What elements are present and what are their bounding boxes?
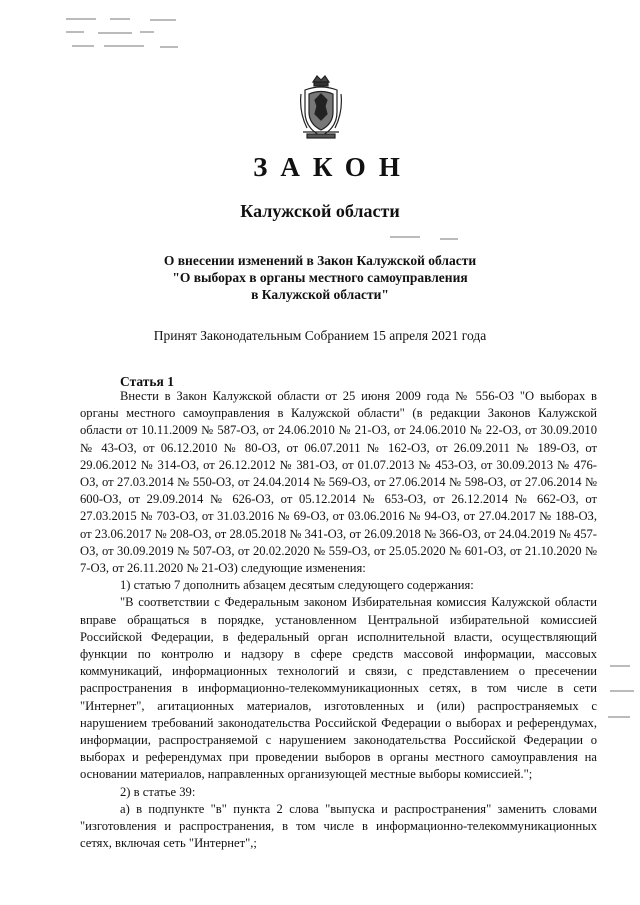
region-name: Калужской области — [240, 201, 400, 221]
amendment-item-2a: а) в подпункте "в" пункта 2 слова "выпуска и распространения" заменить словами "изготовления и распространения, в том числе в информационно-телекоммуникационных сетях, включая сеть "Интернет",; — [80, 801, 597, 851]
article-intro: Внести в Закон Калужской области от 25 июня 2009 года № 556-ОЗ "О выборах в органы местного самоуправления в Калужской области" (в редакции Законов Калужской области от 10.11.2009 № 587-ОЗ, от 24.06.2010 № 21-ОЗ, от 24.06.2010 № 22-ОЗ, от 30.09.2010 № 43-ОЗ, от 06.12.2010 № 80-ОЗ, от 06.07.2011 № 162-ОЗ, от 26.09.2011 № 189-ОЗ, от 29.06.2012 № 314-ОЗ, от 26.12.2012 № 381-ОЗ, от 01.07.2013 № 453-ОЗ, от 30.09.2013 № 476-ОЗ, от 27.03.2014 № 550-ОЗ, от 24.04.2014 № 569-ОЗ, от 27.06.2014 № 598-ОЗ, от 27.06.2014 № 600-ОЗ, от 29.09.2014 № 626-ОЗ, от 05.12.2014 № 653-ОЗ, от 26.12.2014 № 662-ОЗ, от 27.03.2015 № 703-ОЗ, от 31.03.2016 № 69-ОЗ, от 03.06.2016 № 94-ОЗ, от 27.04.2017 № 188-ОЗ, от 23.06.2017 № 208-ОЗ, от 28.05.2018 № 341-ОЗ, от 26.09.2018 № 366-ОЗ, от 24.04.2019 № 457-ОЗ, от 30.09.2019 № 507-ОЗ, от 20.02.2020 № 559-ОЗ, от 25.05.2020 № 601-ОЗ, от 21.10.2020 № 7-ОЗ, от 26.11.2020 № 21-ОЗ) следующие изменения: — [80, 389, 597, 576]
amendment-item-1: 1) статью 7 дополнить абзацем десятым следующего содержания: — [120, 578, 474, 593]
law-subject — [0, 252, 640, 303]
amendment-item-2: 2) в статье 39: — [120, 784, 196, 799]
amendment-quote: "В соответствии с Федеральным законом Избирательная комиссия Калужской области вправе обращаться в порядке, установленном Центральной избирательной комиссией Российской Федерации, в федеральный орган исполнительной власти, осуществляющий функции по контролю и надзору в сфере средств массовой информации, массовых коммуникаций, информационных технологий и связи, с представлением о пресечении распространения в информационно-телекоммуникационных сетях, в том числе в сети "Интернет", агитационных материалов, изготовленных и (или) распространяемых с нарушением требований законодательства Российской Федерации о выборах и референдумах, информации, распространяемой с нарушением законодательства Российской Федерации о выборах и референдумах при проведении выборов в органы местного самоуправления на основании материалов, направленных организующей местные выборы комиссией."; — [80, 595, 597, 782]
subject-line-2: "О выборах в органы местного самоуправления — [172, 270, 468, 285]
coat-of-arms-icon — [299, 72, 343, 142]
subject-line-3: в Калужской области" — [251, 287, 389, 302]
subject-line-1: О внесении изменений в Закон Калужской области — [163, 253, 477, 268]
adoption-date: Принят Законодательным Собранием 15 апреля 2021 года — [153, 328, 487, 343]
article-body — [80, 388, 597, 852]
law-title: ЗАКОН — [253, 152, 413, 182]
article-heading: Статья 1 — [120, 374, 174, 389]
